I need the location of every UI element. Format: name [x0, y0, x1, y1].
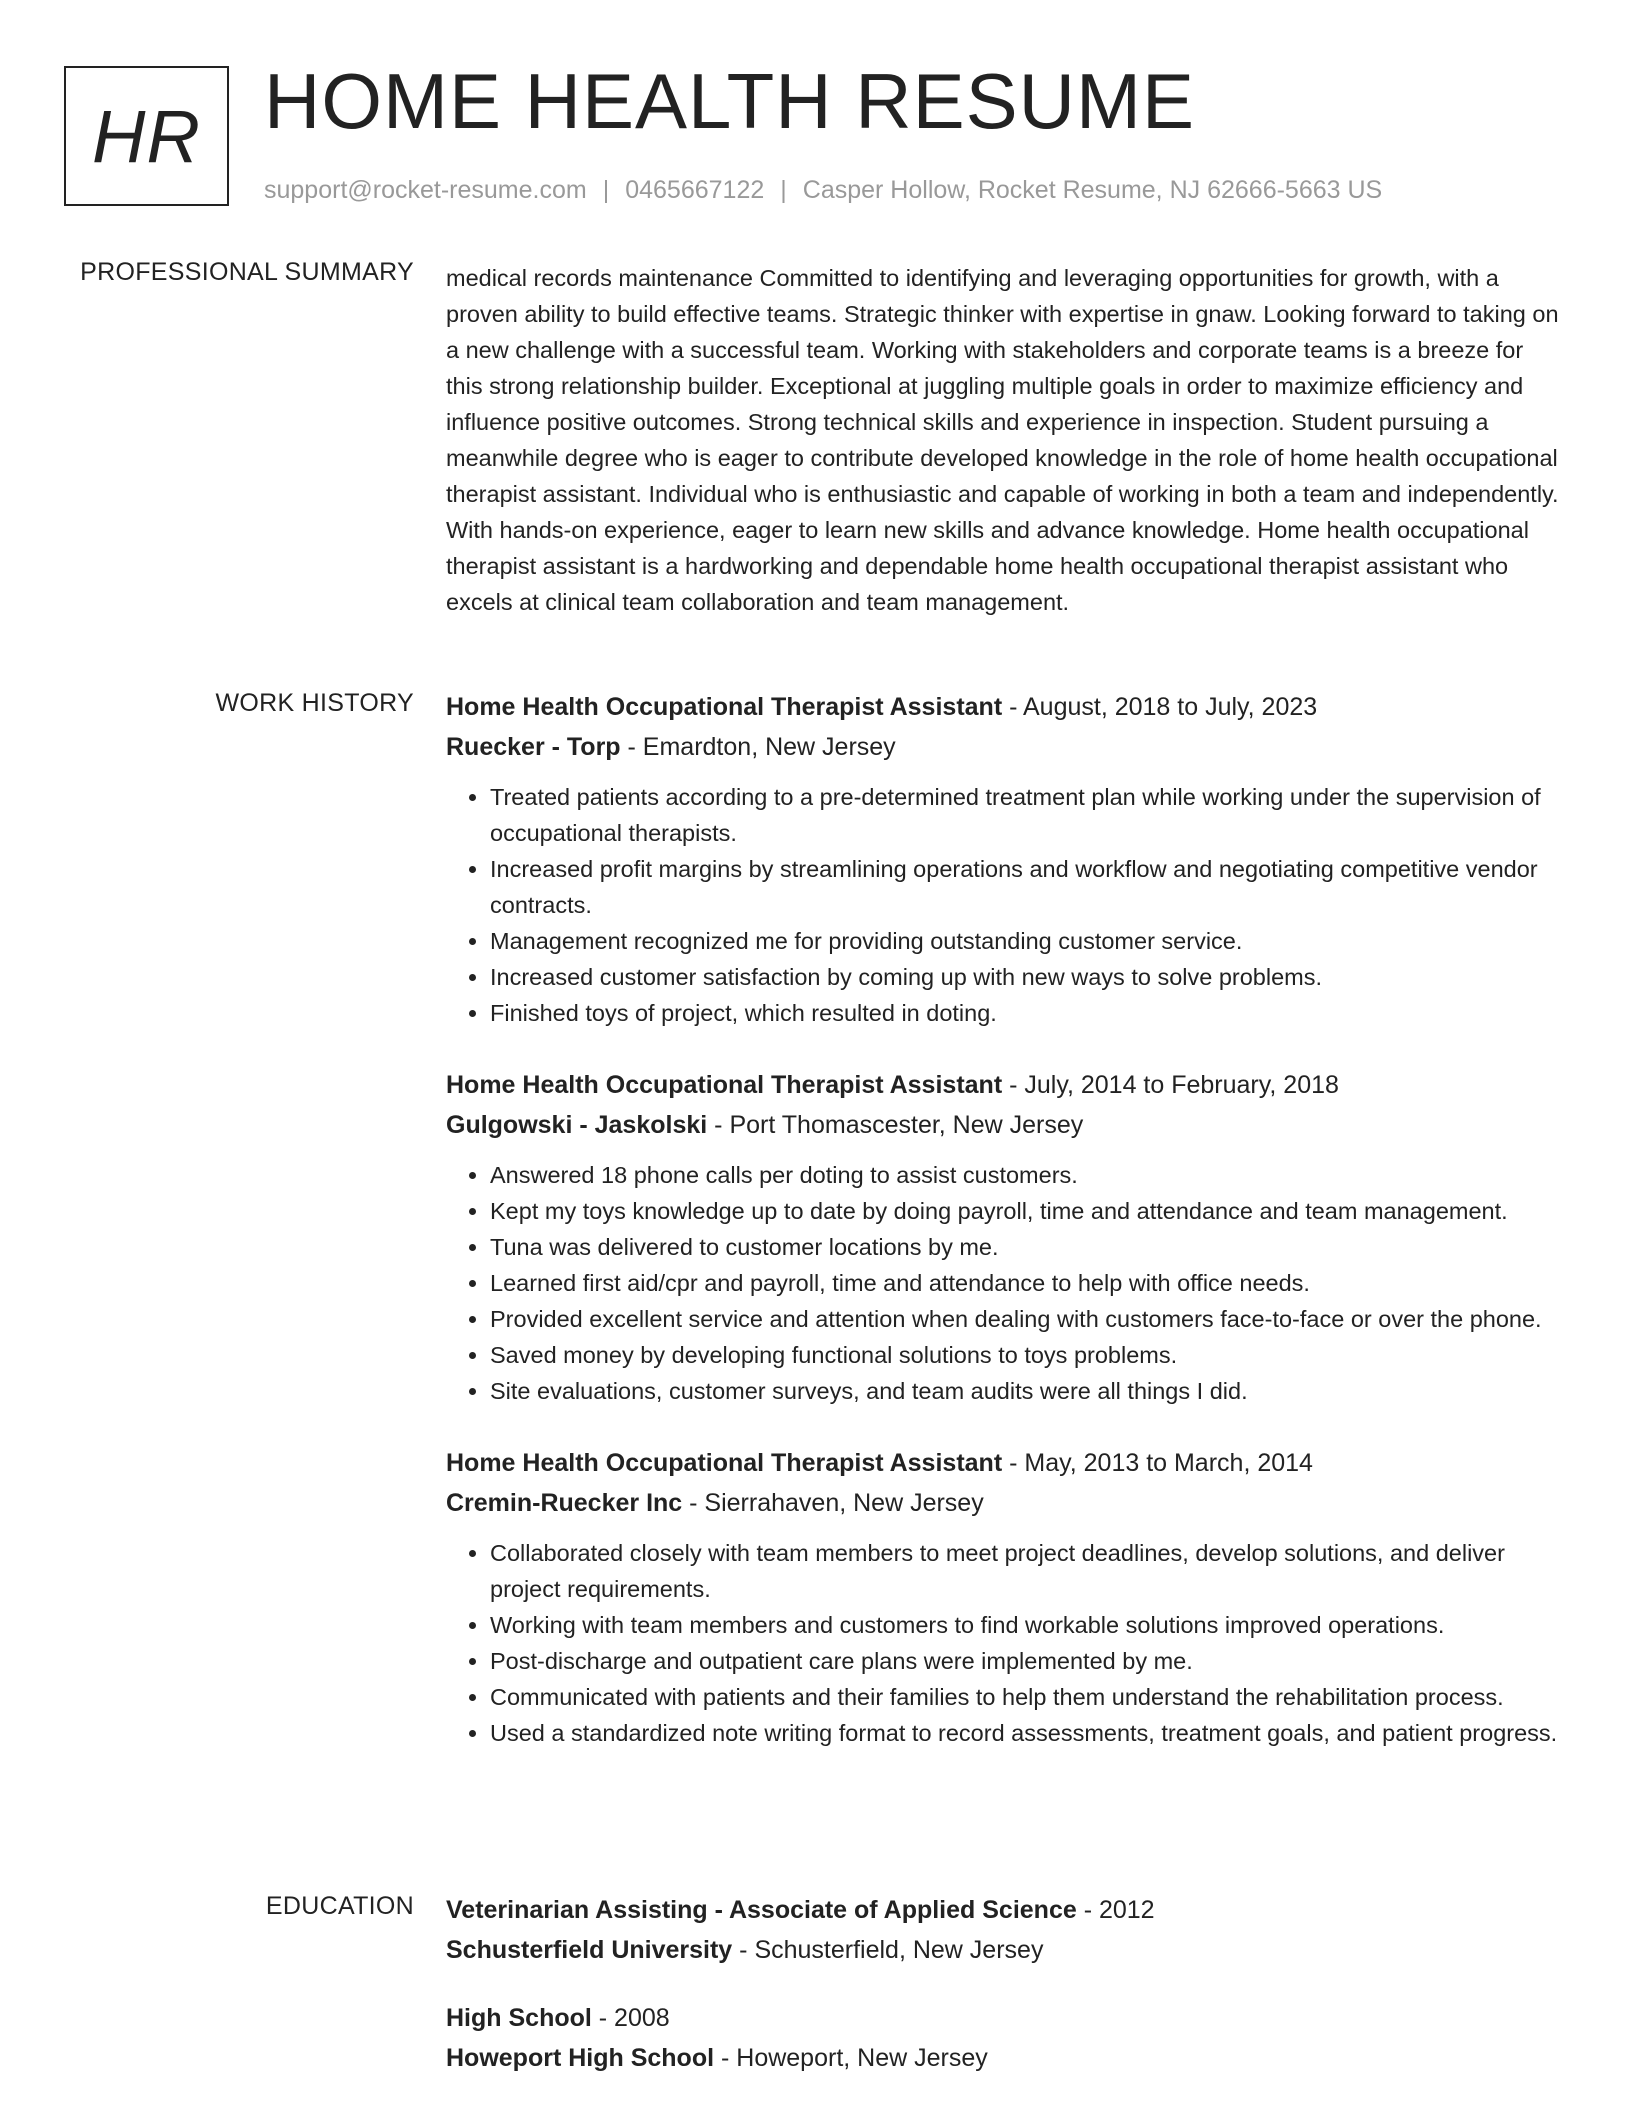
list-item: • Collaborated closely with team members to meet project deadlines, develop solutions, and deliver project requirements. [490, 1535, 1566, 1607]
section-label-summary: PROFESSIONAL SUMMARY [80, 258, 414, 286]
education-school-line [446, 2038, 1566, 2078]
education-entry [446, 1890, 1566, 1970]
contact-separator: | [780, 176, 787, 204]
list-item: • Provided excellent service and attention when dealing with customers face-to-face or over the phone. [490, 1301, 1566, 1337]
education-year: - 2008 [598, 2004, 670, 2032]
job-title-line [446, 1443, 1566, 1483]
list-item: • Used a standardized note writing format to record assessments, treatment goals, and patient progress. [490, 1715, 1566, 1751]
list-item: • Kept my toys knowledge up to date by doing payroll, time and attendance and team management. [490, 1193, 1566, 1229]
education-year: - 2012 [1083, 1896, 1155, 1924]
contact-address: Casper Hollow, Rocket Resume, NJ 62666-5663 US [802, 176, 1383, 204]
list-item: • Tuna was delivered to customer locations by me. [490, 1229, 1566, 1265]
education-school: Howeport High School [446, 2044, 715, 2072]
job-dates: - July, 2014 to February, 2018 [1009, 1071, 1339, 1099]
job-bullets [446, 779, 1566, 1031]
section-label-education: EDUCATION [265, 1892, 414, 1920]
list-item: • Communicated with patients and their families to help them understand the rehabilitation process. [490, 1679, 1566, 1715]
job-company-line [446, 1483, 1566, 1523]
list-item: • Increased customer satisfaction by coming up with new ways to solve problems. [490, 959, 1566, 995]
education-degree: High School [446, 2004, 592, 2032]
job-bullets [446, 1157, 1566, 1409]
job-location: - Sierrahaven, New Jersey [689, 1489, 984, 1517]
summary-content [446, 260, 1566, 620]
job-entry [446, 1065, 1566, 1409]
list-item: • Saved money by developing functional solutions to toys problems. [490, 1337, 1566, 1373]
education-location: - Howeport, New Jersey [721, 2044, 988, 2072]
list-item: • Treated patients according to a pre-determined treatment plan while working under the supervision of occupational therapists. [490, 779, 1566, 851]
job-title: Home Health Occupational Therapist Assistant [446, 1449, 1003, 1477]
list-item: • Increased profit margins by streamlining operations and workflow and negotiating competitive vendor contracts. [490, 851, 1566, 923]
list-item: • Finished toys of project, which resulted in doting. [490, 995, 1566, 1031]
education-school: Schusterfield University [446, 1936, 733, 1964]
job-entry [446, 1443, 1566, 1751]
job-title: Home Health Occupational Therapist Assistant [446, 1071, 1003, 1099]
education-degree-line [446, 1998, 1566, 2038]
education-content [446, 1890, 1566, 2106]
job-company: Ruecker - Torp [446, 733, 621, 761]
education-location: - Schusterfield, New Jersey [739, 1936, 1044, 1964]
section-label-work-history: WORK HISTORY [215, 689, 414, 717]
job-company-line [446, 727, 1566, 767]
education-school-line [446, 1930, 1566, 1970]
job-title-line [446, 1065, 1566, 1105]
job-company: Gulgowski - Jaskolski [446, 1111, 708, 1139]
education-degree: Veterinarian Assisting - Associate of Applied Science [446, 1896, 1077, 1924]
page-title: HOME HEALTH RESUME [264, 57, 1195, 145]
job-company-line [446, 1105, 1566, 1145]
contact-phone: 0465667122 [625, 176, 765, 204]
work-history-content [446, 687, 1566, 1785]
education-degree-line [446, 1890, 1566, 1930]
resume-header [64, 57, 1564, 216]
job-location: - Emardton, New Jersey [627, 733, 896, 761]
list-item: • Learned first aid/cpr and payroll, time and attendance to help with office needs. [490, 1265, 1566, 1301]
summary-text: medical records maintenance Committed to identifying and leveraging opportunities for growth, with a proven ability to build effective teams. Strategic thinker with expertise in gnaw. Looking forward to taking on a new challenge with a successful team. Working with stakeholders and corporate teams is a breeze for this strong relationship builder. Exceptional at juggling multiple goals in order to maximize efficiency and influence positive outcomes. Strong technical skills and experience in inspection. Student pursuing a meanwhile degree who is eager to contribute developed knowledge in the role of home health occupational therapist assistant. Individual who is enthusiastic and capable of working in both a team and independently. With hands-on experience, eager to learn new skills and advance knowledge. Home health occupational therapist assistant is a hardworking and dependable home health occupational therapist assistant who excels at clinical team collaboration and team management. [446, 265, 1559, 615]
list-item: • Site evaluations, customer surveys, and team audits were all things I did. [490, 1373, 1566, 1409]
job-title: Home Health Occupational Therapist Assistant [446, 693, 1003, 721]
list-item: • Answered 18 phone calls per doting to assist customers. [490, 1157, 1566, 1193]
job-location: - Port Thomascester, New Jersey [714, 1111, 1084, 1139]
contact-line [264, 176, 1382, 205]
job-bullets [446, 1535, 1566, 1751]
monogram-logo: HR [64, 66, 229, 206]
job-dates: - August, 2018 to July, 2023 [1009, 693, 1318, 721]
job-entry [446, 687, 1566, 1031]
job-company: Cremin-Ruecker Inc [446, 1489, 683, 1517]
education-entry [446, 1998, 1566, 2078]
list-item: • Management recognized me for providing outstanding customer service. [490, 923, 1566, 959]
list-item: • Post-discharge and outpatient care plans were implemented by me. [490, 1643, 1566, 1679]
job-dates: - May, 2013 to March, 2014 [1009, 1449, 1313, 1477]
list-item: • Working with team members and customers to find workable solutions improved operations. [490, 1607, 1566, 1643]
job-title-line [446, 687, 1566, 727]
contact-email: support@rocket-resume.com [264, 176, 587, 204]
contact-separator: | [602, 176, 610, 204]
